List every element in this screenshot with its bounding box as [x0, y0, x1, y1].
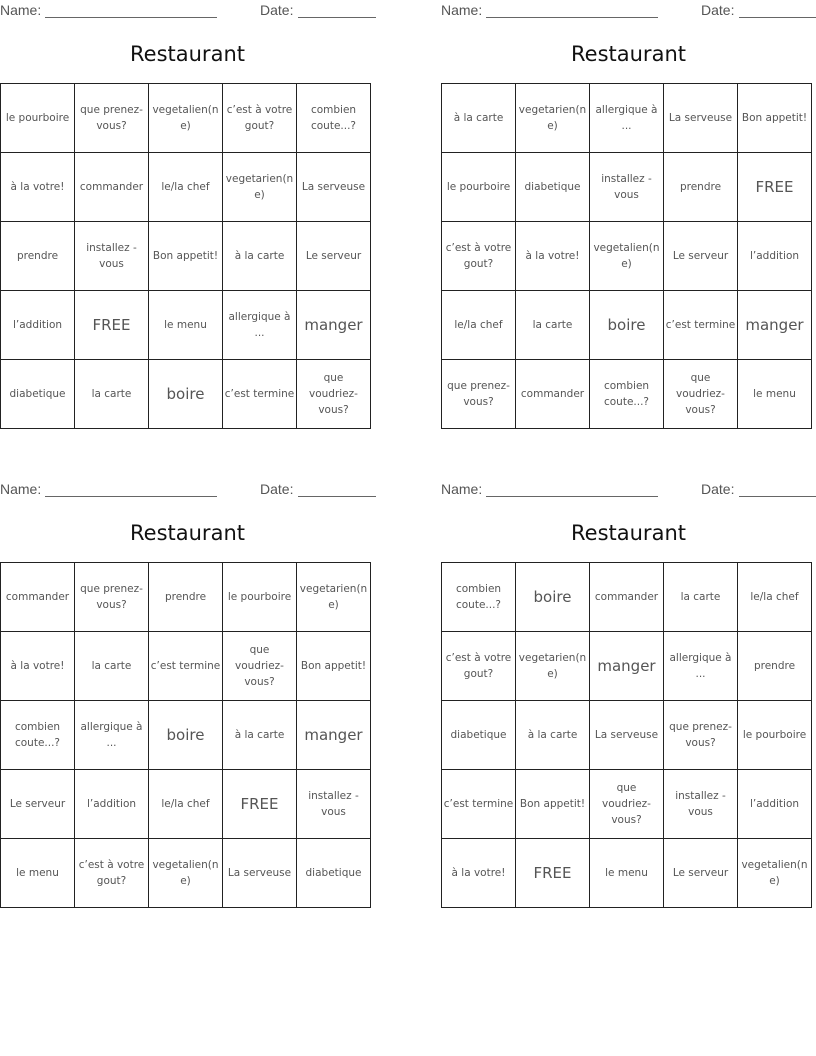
bingo-cell[interactable]: la carte: [75, 632, 149, 701]
bingo-cell[interactable]: le pourboire: [442, 153, 516, 222]
bingo-cell[interactable]: La serveuse: [223, 839, 297, 908]
bingo-cell[interactable]: le pourboire: [1, 84, 75, 153]
bingo-cell[interactable]: vegetarien(ne): [516, 84, 590, 153]
date-blank[interactable]: [298, 496, 376, 497]
bingo-cell[interactable]: Le serveur: [1, 770, 75, 839]
bingo-cell[interactable]: Le serveur: [664, 222, 738, 291]
bingo-cell[interactable]: vegetalien(ne): [149, 84, 223, 153]
bingo-cell[interactable]: combien coute...?: [442, 563, 516, 632]
bingo-cell[interactable]: Bon appetit!: [738, 84, 812, 153]
bingo-cell[interactable]: vegetarien(ne): [297, 563, 371, 632]
bingo-cell[interactable]: le/la chef: [442, 291, 516, 360]
bingo-cell[interactable]: manger: [297, 701, 371, 770]
bingo-cell[interactable]: allergique à ...: [664, 632, 738, 701]
bingo-cell[interactable]: Bon appetit!: [516, 770, 590, 839]
bingo-cell[interactable]: FREE: [516, 839, 590, 908]
card-title: Restaurant: [130, 521, 245, 545]
bingo-cell[interactable]: prendre: [738, 632, 812, 701]
bingo-cell[interactable]: combien coute...?: [1, 701, 75, 770]
bingo-cell[interactable]: que prenez-vous?: [442, 360, 516, 429]
bingo-cell[interactable]: c’est à votre gout?: [223, 84, 297, 153]
bingo-cell[interactable]: allergique à ...: [75, 701, 149, 770]
bingo-cell[interactable]: le/la chef: [149, 770, 223, 839]
bingo-cell[interactable]: c’est à votre gout?: [442, 632, 516, 701]
name-blank[interactable]: [45, 496, 217, 497]
bingo-grid: [0, 83, 371, 429]
bingo-cell[interactable]: La serveuse: [664, 84, 738, 153]
bingo-cell[interactable]: vegetalien(ne): [149, 839, 223, 908]
bingo-cell[interactable]: manger: [738, 291, 812, 360]
bingo-cell[interactable]: allergique à ...: [590, 84, 664, 153]
bingo-cell[interactable]: que prenez-vous?: [75, 563, 149, 632]
bingo-cell[interactable]: que voudriez-vous?: [664, 360, 738, 429]
bingo-cell[interactable]: c’est termine: [442, 770, 516, 839]
bingo-cell[interactable]: que prenez-vous?: [664, 701, 738, 770]
date-label: Date:: [260, 481, 294, 497]
bingo-cell[interactable]: à la votre!: [442, 839, 516, 908]
bingo-cell[interactable]: installez - vous: [297, 770, 371, 839]
date-blank[interactable]: [298, 17, 376, 18]
bingo-cell[interactable]: commander: [1, 563, 75, 632]
bingo-cell[interactable]: que voudriez-vous?: [223, 632, 297, 701]
bingo-cell[interactable]: La serveuse: [590, 701, 664, 770]
bingo-cell[interactable]: FREE: [738, 153, 812, 222]
name-blank[interactable]: [486, 496, 658, 497]
name-label: Name:: [0, 481, 42, 497]
bingo-cell[interactable]: le menu: [590, 839, 664, 908]
bingo-grid: [441, 83, 812, 429]
bingo-cell[interactable]: commander: [516, 360, 590, 429]
bingo-cell[interactable]: que prenez-vous?: [75, 84, 149, 153]
card-title: Restaurant: [571, 42, 686, 66]
name-label: Name:: [0, 2, 42, 18]
bingo-cell[interactable]: combien coute...?: [297, 84, 371, 153]
bingo-cell[interactable]: prendre: [1, 222, 75, 291]
bingo-cell[interactable]: le pourboire: [738, 701, 812, 770]
bingo-cell[interactable]: diabetique: [516, 153, 590, 222]
date-label: Date:: [701, 2, 735, 18]
bingo-cell[interactable]: Bon appetit!: [297, 632, 371, 701]
bingo-cell[interactable]: à la carte: [223, 222, 297, 291]
bingo-cell[interactable]: à la votre!: [516, 222, 590, 291]
bingo-cell[interactable]: installez - vous: [590, 153, 664, 222]
bingo-cell[interactable]: vegetalien(ne): [590, 222, 664, 291]
bingo-cell[interactable]: c’est termine: [223, 360, 297, 429]
bingo-cell[interactable]: vegetarien(ne): [516, 632, 590, 701]
bingo-cell[interactable]: vegetarien(ne): [223, 153, 297, 222]
bingo-cell[interactable]: l’addition: [75, 770, 149, 839]
bingo-cell[interactable]: vegetalien(ne): [738, 839, 812, 908]
card-title: Restaurant: [571, 521, 686, 545]
bingo-cell[interactable]: à la votre!: [1, 632, 75, 701]
name-date-line: [0, 0, 375, 22]
bingo-grid: [0, 562, 371, 908]
bingo-cell[interactable]: que voudriez-vous?: [590, 770, 664, 839]
date-label: Date:: [260, 2, 294, 18]
bingo-cell[interactable]: commander: [75, 153, 149, 222]
bingo-cell[interactable]: FREE: [223, 770, 297, 839]
name-label: Name:: [441, 481, 483, 497]
bingo-cell[interactable]: l’addition: [738, 222, 812, 291]
bingo-cell[interactable]: c’est termine: [149, 632, 223, 701]
bingo-cell[interactable]: allergique à ...: [223, 291, 297, 360]
name-date-line: [0, 479, 375, 501]
bingo-cell[interactable]: Le serveur: [297, 222, 371, 291]
bingo-cell[interactable]: boire: [149, 360, 223, 429]
date-blank[interactable]: [739, 17, 816, 18]
bingo-cell[interactable]: prendre: [149, 563, 223, 632]
bingo-cell[interactable]: le menu: [1, 839, 75, 908]
bingo-cell[interactable]: manger: [297, 291, 371, 360]
bingo-cell[interactable]: prendre: [664, 153, 738, 222]
bingo-cell[interactable]: manger: [590, 632, 664, 701]
bingo-cell[interactable]: c’est à votre gout?: [75, 839, 149, 908]
bingo-cell[interactable]: Le serveur: [664, 839, 738, 908]
bingo-cell[interactable]: boire: [149, 701, 223, 770]
bingo-cell[interactable]: l’addition: [1, 291, 75, 360]
bingo-cell[interactable]: boire: [590, 291, 664, 360]
name-blank[interactable]: [45, 17, 217, 18]
bingo-cell[interactable]: La serveuse: [297, 153, 371, 222]
name-date-line: [441, 479, 816, 501]
name-label: Name:: [441, 2, 483, 18]
bingo-cell[interactable]: diabetique: [442, 701, 516, 770]
bingo-cell[interactable]: à la carte: [223, 701, 297, 770]
bingo-grid: [441, 562, 812, 908]
bingo-cell[interactable]: l’addition: [738, 770, 812, 839]
bingo-cell[interactable]: diabetique: [1, 360, 75, 429]
bingo-cell[interactable]: que voudriez-vous?: [297, 360, 371, 429]
bingo-cell[interactable]: la carte: [664, 563, 738, 632]
bingo-cell[interactable]: le pourboire: [223, 563, 297, 632]
bingo-cell[interactable]: à la carte: [516, 701, 590, 770]
name-date-line: [441, 0, 816, 22]
bingo-cell[interactable]: à la carte: [442, 84, 516, 153]
bingo-cell[interactable]: FREE: [75, 291, 149, 360]
bingo-cell[interactable]: la carte: [516, 291, 590, 360]
bingo-cell[interactable]: boire: [516, 563, 590, 632]
bingo-cell[interactable]: commander: [590, 563, 664, 632]
bingo-cell[interactable]: le menu: [149, 291, 223, 360]
bingo-cell[interactable]: diabetique: [297, 839, 371, 908]
date-blank[interactable]: [739, 496, 816, 497]
bingo-cell[interactable]: c’est à votre gout?: [442, 222, 516, 291]
name-blank[interactable]: [486, 17, 658, 18]
bingo-cell[interactable]: Bon appetit!: [149, 222, 223, 291]
card-title: Restaurant: [130, 42, 245, 66]
date-label: Date:: [701, 481, 735, 497]
bingo-cell[interactable]: installez - vous: [664, 770, 738, 839]
bingo-cell[interactable]: le menu: [738, 360, 812, 429]
bingo-cell[interactable]: le/la chef: [149, 153, 223, 222]
bingo-cell[interactable]: installez - vous: [75, 222, 149, 291]
bingo-cell[interactable]: combien coute...?: [590, 360, 664, 429]
bingo-cell[interactable]: c’est termine: [664, 291, 738, 360]
bingo-cell[interactable]: la carte: [75, 360, 149, 429]
bingo-cell[interactable]: le/la chef: [738, 563, 812, 632]
bingo-cell[interactable]: à la votre!: [1, 153, 75, 222]
